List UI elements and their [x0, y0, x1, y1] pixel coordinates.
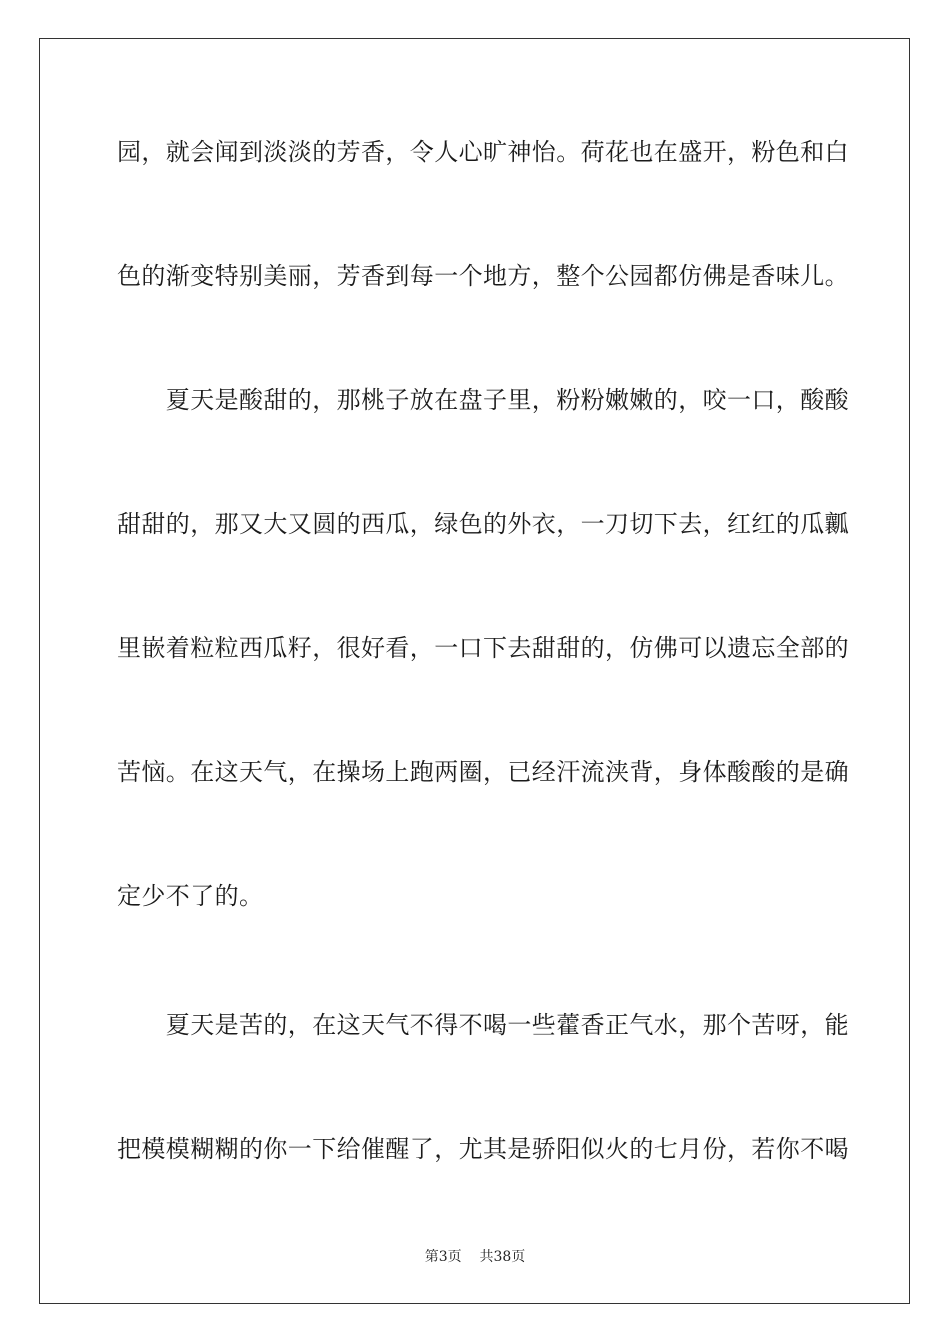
text-line: 把模模糊糊的你一下给催醒了，尤其是骄阳似火的七月份，若你不喝 — [117, 1135, 849, 1163]
text-line: 夏天是酸甜的，那桃子放在盘子里，粉粉嫩嫩的，咬一口，酸酸 — [117, 386, 849, 414]
text-line: 园，就会闻到淡淡的芳香，令人心旷神怡。荷花也在盛开，粉色和白 — [117, 138, 849, 166]
text-line: 里嵌着粒粒西瓜籽，很好看，一口下去甜甜的，仿佛可以遗忘全部的 — [117, 634, 849, 662]
page-number: 第3页 — [424, 1249, 462, 1265]
text-line: 苦恼。在这天气，在操场上跑两圈，已经汗流浃背，身体酸酸的是确 — [117, 758, 849, 786]
page-footer — [0, 1248, 950, 1266]
page-border — [39, 38, 910, 1304]
total-pages: 共38页 — [479, 1249, 526, 1265]
text-line: 定少不了的。 — [117, 882, 264, 910]
text-line: 夏天是苦的，在这天气不得不喝一些藿香正气水，那个苦呀，能 — [117, 1011, 849, 1039]
text-line: 甜甜的，那又大又圆的西瓜，绿色的外衣，一刀切下去，红红的瓜瓤 — [117, 510, 849, 538]
text-line: 色的渐变特别美丽，芳香到每一个地方，整个公园都仿佛是香味儿。 — [117, 262, 849, 290]
